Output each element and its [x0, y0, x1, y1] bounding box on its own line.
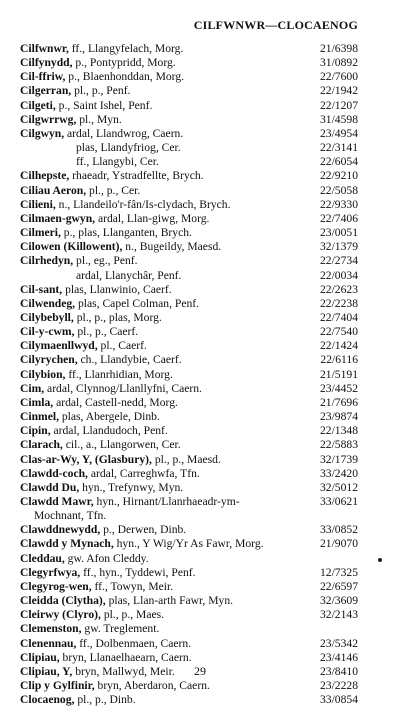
- entry-headword: Cilgeti,: [20, 98, 56, 112]
- entry-headword: Clocaenog,: [20, 693, 75, 707]
- grid-reference: 23/4452: [319, 381, 358, 395]
- entry-text: [20, 424, 306, 438]
- list-item: [20, 552, 358, 566]
- entry-text: [20, 297, 306, 311]
- grid-reference: 21/7696: [319, 395, 358, 409]
- entry-text: [20, 56, 306, 70]
- entry-description: pl., p., Maesd.: [151, 452, 221, 466]
- list-item: [20, 240, 358, 254]
- list-item: [20, 566, 358, 580]
- entry-headword: Cilowen (Killowent),: [20, 240, 123, 254]
- entry-text: [20, 651, 306, 665]
- entry-description: ff., Towyn, Meir.: [91, 579, 174, 593]
- entry-text: [20, 353, 306, 367]
- entry-headword: Cilymaenllwyd,: [20, 339, 98, 353]
- entry-text: [20, 155, 306, 169]
- entry-headword: Clipiau,: [20, 650, 60, 664]
- list-item: [20, 353, 358, 367]
- grid-reference: 21/6398: [319, 42, 358, 55]
- entry-text: [20, 99, 306, 113]
- entry-description: cil., a., Llangorwen, Cer.: [62, 438, 181, 452]
- list-item: [20, 481, 358, 495]
- list-item: [20, 424, 358, 438]
- list-item: [20, 198, 358, 212]
- list-item: [20, 693, 358, 707]
- list-item: [20, 127, 358, 141]
- entry-description: ardal, Llan-giwg, Morg.: [95, 211, 210, 225]
- entry-headword: Cil-y-cwm,: [20, 325, 75, 339]
- entry-description: ardal, Clynnog/Llanllyfni, Caern.: [44, 381, 202, 395]
- grid-reference: 32/5012: [319, 480, 358, 494]
- grid-reference: 33/0852: [319, 523, 358, 537]
- entry-text: [20, 566, 306, 580]
- grid-reference: 23/4954: [319, 126, 358, 140]
- entry-headword: Cilrhedyn,: [20, 254, 74, 268]
- grid-reference: 23/5342: [319, 636, 358, 650]
- entry-description: pl., p., Cer.: [86, 183, 141, 197]
- list-item: [20, 212, 358, 226]
- entry-headword: Cilybion,: [20, 367, 66, 381]
- grid-reference: 22/7540: [319, 325, 358, 339]
- grid-reference: 12/7325: [319, 565, 358, 579]
- list-item: [20, 410, 358, 424]
- entry-headword: Cil-sant,: [20, 282, 63, 296]
- grid-reference: 22/7404: [319, 310, 358, 324]
- entry-description: ardal, Carreghwfa, Tfn.: [87, 466, 200, 480]
- entry-headword: Clarach,: [20, 438, 63, 452]
- entry-text: [20, 523, 306, 537]
- grid-reference: 22/1424: [319, 339, 358, 353]
- grid-reference: 31/0892: [319, 56, 358, 70]
- grid-reference: 23/9874: [319, 410, 358, 424]
- list-item: [20, 580, 358, 594]
- list-item: [20, 622, 358, 636]
- entry-description: hyn., Hirnant/Llanrhaeadr-ym-: [93, 495, 240, 508]
- grid-reference: 33/0621: [319, 495, 358, 508]
- list-item: [20, 651, 358, 665]
- entry-text: [20, 84, 306, 98]
- grid-reference: 32/1739: [319, 452, 358, 466]
- entry-headword: Clemenston,: [20, 622, 82, 636]
- entry-text: [20, 184, 306, 198]
- entry-headword: Cimla,: [20, 395, 54, 409]
- list-item: [20, 297, 358, 311]
- entry-headword: Cilwendeg,: [20, 296, 76, 310]
- entry-description: p., Pontypridd, Morg.: [72, 56, 176, 70]
- margin-mark: [378, 558, 382, 562]
- entry-text: [20, 580, 306, 594]
- entry-description: pl., p., Dinb.: [74, 693, 136, 707]
- entry-description: hyn., Trefynwy, Myn.: [79, 480, 184, 494]
- page-number: 29: [194, 664, 206, 678]
- grid-reference: 22/7600: [319, 70, 358, 84]
- list-item: [20, 467, 358, 481]
- entry-text: [20, 269, 306, 283]
- entry-headword: Cilmeri,: [20, 226, 61, 240]
- entry-text: [20, 42, 306, 56]
- entry-text: [20, 212, 306, 226]
- grid-reference: 22/1207: [319, 98, 358, 112]
- entry-headword: Cim,: [20, 381, 45, 395]
- entry-text: [20, 113, 306, 127]
- grid-reference: 32/1379: [319, 240, 358, 254]
- grid-reference: 22/6597: [319, 579, 358, 593]
- entry-headword: Clawddnewydd,: [20, 523, 101, 537]
- list-item: [20, 184, 358, 198]
- grid-reference: 33/0854: [319, 693, 358, 707]
- entry-headword: Cil-ffriw,: [20, 70, 66, 84]
- entry-headword: Cilfynydd,: [20, 56, 73, 70]
- entry-text: [20, 637, 306, 651]
- entry-text: [20, 396, 306, 410]
- entry-description: p., plas, Llanganten, Brych.: [60, 226, 192, 240]
- entry-description: hyn., Y Wig/Yr As Fawr, Morg.: [113, 537, 264, 551]
- list-item: [20, 453, 358, 467]
- entry-headword: Clawdd Mawr,: [20, 495, 94, 508]
- grid-reference: 22/7406: [319, 211, 358, 225]
- list-item: [20, 438, 358, 452]
- entry-description: ardal, Castell-nedd, Morg.: [53, 395, 178, 409]
- grid-reference: 22/2238: [319, 296, 358, 310]
- list-item: [20, 254, 358, 268]
- entry-description: rhaeadr, Ystradfellte, Brych.: [69, 169, 204, 183]
- grid-reference: 23/2228: [319, 679, 358, 693]
- entry-headword: Clegyrfwya,: [20, 565, 81, 579]
- grid-reference: 22/6054: [319, 155, 358, 169]
- entry-description: p., Blaenhonddan, Morg.: [65, 70, 185, 84]
- entry-description: ardal, Llandwrog, Caern.: [64, 126, 184, 140]
- entry-text: [20, 537, 306, 551]
- entry-text: [20, 622, 306, 636]
- entry-text: [20, 509, 306, 523]
- list-item: [20, 523, 358, 537]
- list-item: [20, 594, 358, 608]
- entry-text: [20, 254, 306, 268]
- entry-text: [20, 283, 306, 297]
- entry-headword: Clenennau,: [20, 636, 77, 650]
- entry-text: [20, 693, 306, 707]
- entry-text: [20, 240, 306, 254]
- list-item: [20, 70, 358, 84]
- list-item: [20, 396, 358, 410]
- entry-text: [20, 453, 306, 467]
- entry-text: [20, 382, 306, 396]
- grid-reference: 22/0034: [319, 268, 358, 282]
- entry-headword: Cleirwy (Clyro),: [20, 608, 101, 622]
- entry-description: plas, Llan-arth Fawr, Myn.: [105, 594, 234, 608]
- grid-reference: 22/3141: [319, 141, 358, 155]
- list-item: [20, 269, 358, 283]
- list-item: [20, 368, 358, 382]
- entry-description: gw. Afon Cleddy.: [64, 551, 149, 565]
- entry-description: pl., p., Maes.: [100, 608, 165, 622]
- list-item: [20, 56, 358, 70]
- entry-headword: Cilfwnwr,: [20, 42, 69, 55]
- list-item: [20, 42, 358, 56]
- grid-reference: 21/5191: [319, 367, 358, 381]
- list-item: [20, 141, 358, 155]
- entry-text: [20, 410, 306, 424]
- list-item: [20, 509, 358, 523]
- entry-text: [20, 70, 306, 84]
- grid-reference: 22/5883: [319, 438, 358, 452]
- list-item: [20, 311, 358, 325]
- entry-description: ardal, Llandudoch, Penf.: [50, 424, 168, 438]
- entry-headword: Clegyrog-wen,: [20, 579, 92, 593]
- entry-description: pl., p., Penf.: [71, 84, 131, 98]
- entry-description: bryn, Aberdaron, Caern.: [94, 679, 210, 693]
- entry-text: [20, 141, 306, 155]
- gazetteer-list: [20, 42, 358, 707]
- entry-headword: Cilgerran,: [20, 84, 72, 98]
- entry-description: ch., Llandybie, Caerf.: [77, 353, 182, 367]
- entry-headword: Cilyrychen,: [20, 353, 78, 367]
- list-item: [20, 608, 358, 622]
- entry-text: [20, 438, 306, 452]
- entry-description: n., Bugeildy, Maesd.: [122, 240, 222, 254]
- list-item: [20, 495, 358, 509]
- list-item: [20, 283, 358, 297]
- grid-reference: 22/9210: [319, 169, 358, 183]
- entry-text: [20, 226, 306, 240]
- entry-headword: Clas-ar-Wy, Y, (Glasbury),: [20, 452, 152, 466]
- grid-reference: 22/1348: [319, 424, 358, 438]
- grid-reference: 32/2143: [319, 608, 358, 622]
- list-item: [20, 99, 358, 113]
- entry-text: [20, 311, 306, 325]
- list-item: [20, 113, 358, 127]
- entry-description: Mochnant, Tfn.: [34, 509, 107, 523]
- entry-text: [20, 594, 306, 608]
- entry-text: [20, 169, 306, 183]
- grid-reference: 31/4598: [319, 112, 358, 126]
- grid-reference: 22/2734: [319, 254, 358, 268]
- entry-description: ff., Llangybi, Cer.: [76, 155, 159, 169]
- entry-headword: Cilybebyll,: [20, 310, 74, 324]
- grid-reference: 22/5058: [319, 183, 358, 197]
- entry-description: pl., p., plas, Morg.: [73, 310, 162, 324]
- entry-description: plas, Llanwinio, Caerf.: [62, 282, 172, 296]
- entry-description: ff., hyn., Tyddewi, Penf.: [80, 565, 196, 579]
- entry-description: ff., Llanrhidian, Morg.: [65, 367, 173, 381]
- grid-reference: 22/1942: [319, 84, 358, 98]
- entry-headword: Cleidda (Clytha),: [20, 594, 106, 608]
- entry-description: pl., Myn.: [76, 112, 122, 126]
- list-item: [20, 169, 358, 183]
- grid-reference: 22/9330: [319, 197, 358, 211]
- entry-description: bryn, Mallwyd, Meir.: [72, 664, 175, 678]
- entry-text: [20, 495, 306, 509]
- grid-reference: 23/8410: [319, 664, 358, 678]
- entry-text: [20, 339, 306, 353]
- entry-description: plas, Llandyfriog, Cer.: [76, 141, 181, 155]
- entry-description: gw. Treglement.: [81, 622, 160, 636]
- list-item: [20, 679, 358, 693]
- entry-headword: Cilieni,: [20, 197, 56, 211]
- entry-headword: Cilgwyn,: [20, 126, 65, 140]
- grid-reference: 22/6116: [320, 353, 358, 367]
- entry-description: plas, Abergele, Dinb.: [58, 410, 160, 424]
- entry-headword: Cilhepste,: [20, 169, 70, 183]
- entry-description: pl., p., Caerf.: [74, 325, 139, 339]
- grid-reference: 32/3609: [319, 594, 358, 608]
- entry-text: [20, 481, 306, 495]
- entry-headword: Clawdd y Mynach,: [20, 537, 114, 551]
- entry-description: ff., Llangyfelach, Morg.: [68, 42, 184, 55]
- entry-text: [20, 198, 306, 212]
- grid-reference: 21/9070: [319, 537, 358, 551]
- entry-description: ff., Dolbenmaen, Caern.: [76, 636, 192, 650]
- grid-reference: 23/0051: [319, 226, 358, 240]
- list-item: [20, 84, 358, 98]
- entry-text: [20, 608, 306, 622]
- entry-description: n., Llandeilo'r-fân/Is-clydach, Brych.: [55, 197, 231, 211]
- entry-description: p., Saint Ishel, Penf.: [55, 98, 153, 112]
- entry-headword: Clawdd-coch,: [20, 466, 88, 480]
- entry-headword: Cipin,: [20, 424, 51, 438]
- list-item: [20, 155, 358, 169]
- entry-headword: Cinmel,: [20, 410, 59, 424]
- entry-headword: Ciliau Aeron,: [20, 183, 87, 197]
- entry-text: [20, 368, 306, 382]
- entry-description: ardal, Llanychâr, Penf.: [76, 268, 182, 282]
- entry-description: p., Derwen, Dinb.: [100, 523, 187, 537]
- entry-description: pl., Caerf.: [97, 339, 147, 353]
- list-item: [20, 537, 358, 551]
- grid-reference: 22/2623: [319, 282, 358, 296]
- entry-headword: Clip y Gylfinir,: [20, 679, 95, 693]
- list-item: [20, 325, 358, 339]
- entry-headword: Cilmaen-gwyn,: [20, 211, 96, 225]
- entry-headword: Cilgwrrwg,: [20, 112, 77, 126]
- entry-headword: Clipiau, Y,: [20, 664, 73, 678]
- entry-text: [20, 467, 306, 481]
- list-item: [20, 637, 358, 651]
- entry-text: [20, 127, 306, 141]
- grid-reference: 33/2420: [319, 466, 358, 480]
- list-item: [20, 226, 358, 240]
- grid-reference: 23/4146: [319, 650, 358, 664]
- list-item: [20, 382, 358, 396]
- list-item: [20, 339, 358, 353]
- entry-headword: Cleddau,: [20, 551, 65, 565]
- entry-description: bryn, Llanaelhaearn, Caern.: [59, 650, 192, 664]
- entry-headword: Clawdd Du,: [20, 480, 80, 494]
- entry-text: [20, 552, 306, 566]
- entry-description: pl., eg., Penf.: [73, 254, 138, 268]
- running-head: CILFWNWR—CLOCAENOG: [193, 18, 358, 32]
- entry-text: [20, 679, 306, 693]
- entry-description: plas, Capel Colman, Penf.: [75, 296, 200, 310]
- entry-text: [20, 325, 306, 339]
